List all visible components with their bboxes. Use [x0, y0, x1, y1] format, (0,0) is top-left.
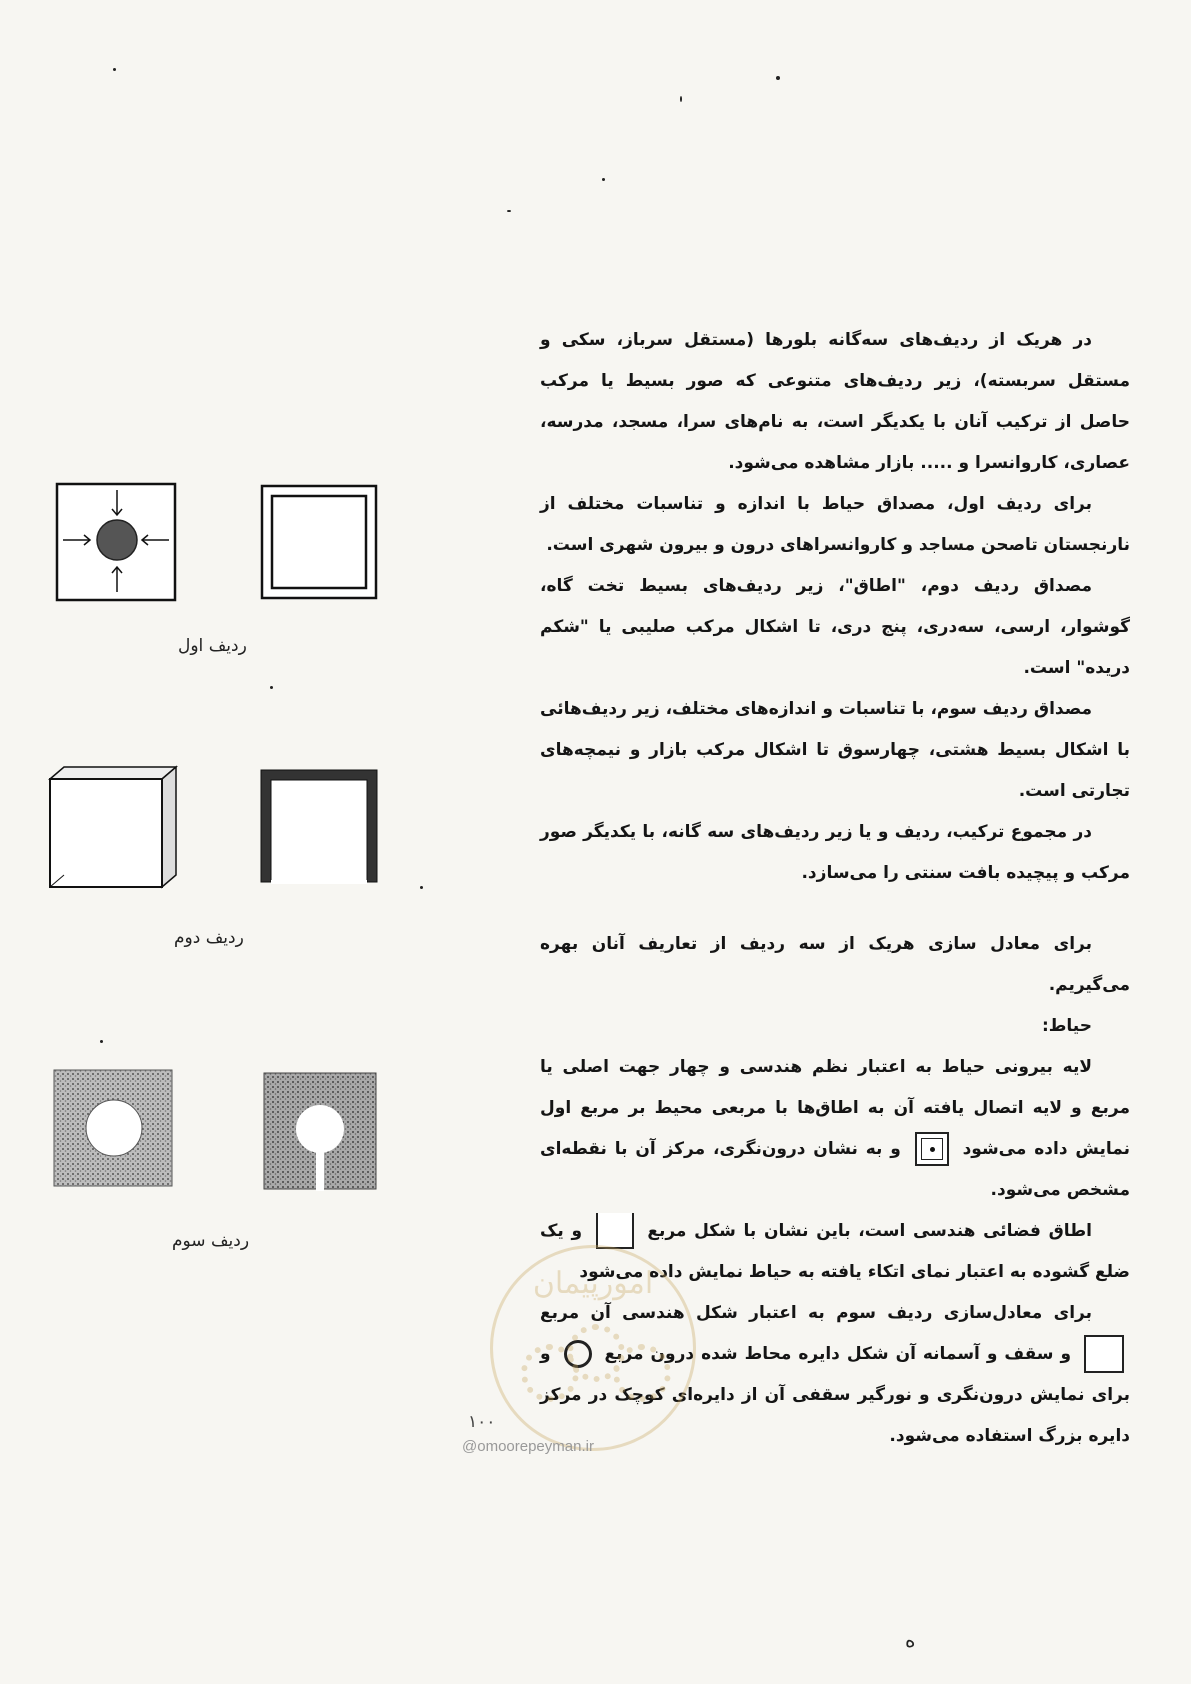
- corner-mark: ه: [905, 1628, 916, 1652]
- paragraph-part: اطاق فضائی هندسی است، باین نشان با شکل مربع: [647, 1221, 1093, 1241]
- speck: [113, 68, 116, 71]
- speck: [776, 76, 780, 80]
- row2-label: ردیف دوم: [174, 928, 244, 948]
- paragraph-part: و برای نمایش درون‌نگری و نورگیر سقفی آن از دایره‌ای کوچک در مرکز دایره بزرگ استفاده می‌شود.: [540, 1344, 1130, 1446]
- paragraph: مصداق ردیف دوم، "اطاق"، زیر ردیف‌های بسیط تخت گاه، گوشوار، ارسی، سه‌دری، پنج دری، تا اشکال مرکب صلیبی یا "شکم دریده" است.: [540, 576, 1130, 678]
- page-number: ۱۰۰: [468, 1412, 496, 1432]
- row3-label: ردیف سوم: [172, 1231, 250, 1251]
- paragraph: برای ردیف اول، مصداق حیاط با اندازه و تناسبات مختلف از نارنجستان تاصحن مساجد و کاروانسراهای درون و بیرون شهری است.: [540, 494, 1130, 555]
- paragraph-part: و سقف و آسمانه آن شکل دایره محاط شده درون مربع: [604, 1344, 1072, 1364]
- paragraph: مصداق ردیف سوم، با تناسبات و اندازه‌های مختلف، زیر ردیف‌هائی با اشکال بسیط هشتی، چهارسوق تا اشکال مرکب بازار و نیمچه‌های تجارتی است.: [540, 699, 1130, 801]
- paragraph-part: و به نشان درون‌نگری، مرکز آن با نقطه‌ای مشخص می‌شود.: [540, 1139, 1130, 1200]
- paragraph-part: برای معادل‌سازی ردیف سوم به اعتبار شکل هندسی آن مربع: [540, 1303, 1092, 1323]
- watermark-text: امورپیمان: [532, 1266, 654, 1301]
- square-icon: [1084, 1335, 1124, 1373]
- row3-keyhole-diagram: [262, 1071, 378, 1191]
- open-top-square-icon: [596, 1213, 634, 1249]
- speck: [602, 178, 605, 181]
- speck: [270, 686, 273, 689]
- row2-extruded-box-diagram: [48, 765, 178, 891]
- paragraph: در مجموع ترکیب، ردیف و یا زیر ردیف‌های سه گانه، با یکدیگر صور مرکب و پیچیده بافت سنتی را می‌سازد.: [540, 822, 1130, 883]
- speck: [680, 96, 682, 102]
- row1-courtyard-diagram: [55, 482, 177, 602]
- cog-icon: [613, 1344, 671, 1402]
- row3-stippled-square-diagram: [52, 1068, 174, 1188]
- watermark-logo: [490, 1245, 696, 1451]
- paragraph: [540, 1047, 1130, 1211]
- section-heading: حیاط:: [1041, 1016, 1092, 1036]
- speck: [420, 886, 423, 889]
- paragraph: در هریک از ردیف‌های سه‌گانه بلورها (مستقل سرباز، سکی و مستقل سربسته)، زیر ردیف‌های متنوعی که صور بسیط یا مرکب حاصل از ترکیب آنان با یکدیگر است، به نام‌های سرا، مسجد، مدرسه، عصاری، کاروانسرا و ..... بازار مشاهده می‌شود.: [540, 330, 1130, 473]
- speck: [100, 1040, 103, 1043]
- paragraph-part: لایه بیرونی حیاط به اعتبار نظم هندسی و چهار جهت اصلی یا مربع و لایه اتصال یافته آن به اطاق‌ها با مربعی محیط بر مربع اول نمایش داده می‌شود: [540, 1057, 1131, 1159]
- row1-double-square-diagram: [260, 484, 378, 600]
- paragraph: برای معادل سازی هریک از سه ردیف از تعاریف آنان بهره می‌گیریم.: [540, 934, 1130, 995]
- row1-label: ردیف اول: [178, 636, 247, 656]
- row2-thick-frame-diagram: [259, 768, 379, 884]
- watermark-url: @omoorepeyman.ir: [462, 1438, 594, 1455]
- speck: [507, 210, 511, 212]
- square-with-center-dot-icon: [915, 1132, 949, 1166]
- paragraph-part: و یک ضلع گشوده به اعتبار نمای اتکاء یافته به حیاط نمایش داده می‌شود: [540, 1221, 1130, 1282]
